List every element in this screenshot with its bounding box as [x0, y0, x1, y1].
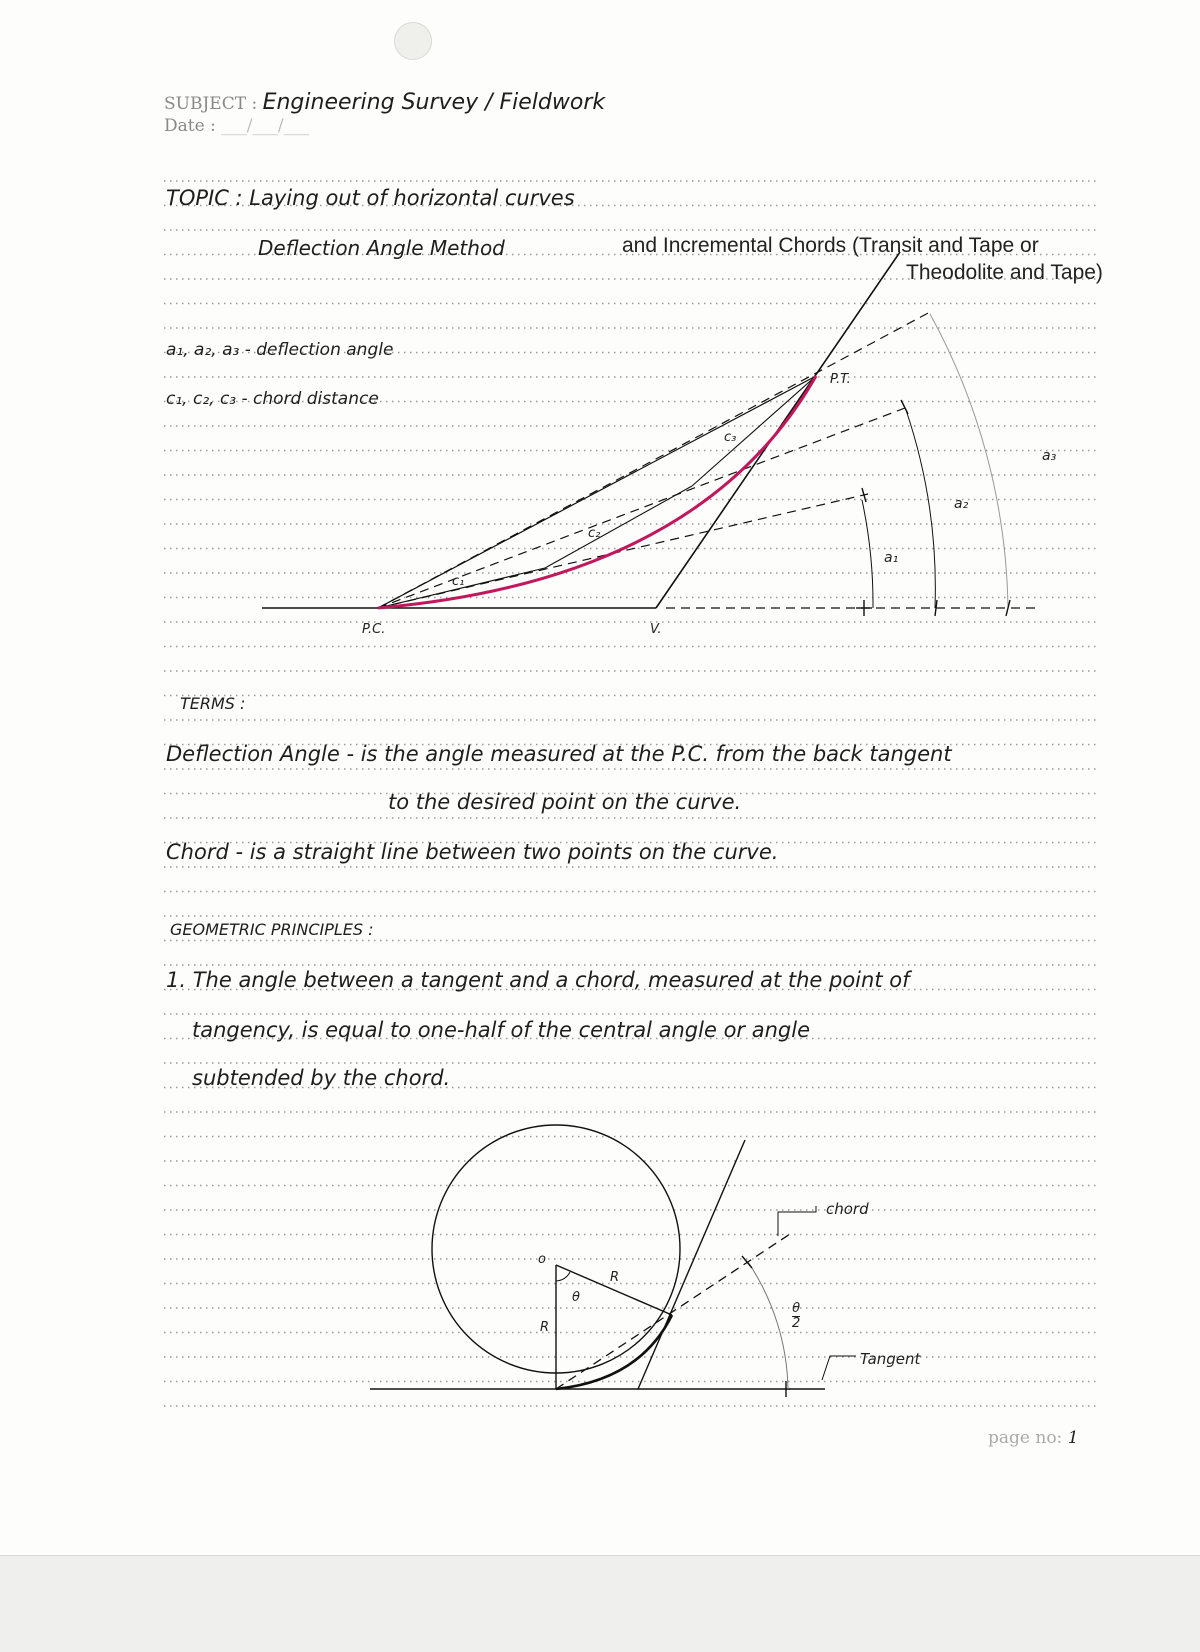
- v-label: V.: [650, 622, 662, 637]
- page-number: [988, 1428, 1079, 1448]
- half-angle-tick-chord: [742, 1256, 752, 1268]
- legend-deflection: a₁, a₂, a₃ - deflection angle: [166, 340, 394, 360]
- page-label: page no:: [988, 1428, 1063, 1448]
- principle-1-line-3: subtended by the chord.: [192, 1066, 451, 1090]
- topic-line: TOPIC : Laying out of horizontal curves: [166, 186, 575, 210]
- principle-1-line-2: tangency, is equal to one-half of the central angle or angle: [192, 1018, 810, 1042]
- topic-method-printed: and Incremental Chords (Transit and Tape or: [622, 234, 1039, 257]
- half-angle-arc: [748, 1262, 788, 1389]
- subject-value: Engineering Survey / Fieldwork: [262, 90, 606, 115]
- date-value: ___/___/___: [221, 116, 310, 136]
- half-theta-num: θ: [792, 1301, 801, 1316]
- principle-1-line-1: 1. The angle between a tangent and a chord, measured at the point of: [166, 968, 910, 992]
- c1-label: c₁: [452, 574, 465, 589]
- half-theta-label: [792, 1302, 800, 1331]
- subject-label: SUBJECT :: [164, 94, 258, 114]
- deflection-definition-cont: to the desired point on the curve.: [388, 790, 742, 814]
- terms-heading: TERMS :: [180, 694, 246, 713]
- chord-pointer: [778, 1206, 816, 1236]
- page-value: 1: [1067, 1428, 1079, 1448]
- radius-label-top: R: [610, 1270, 620, 1285]
- legend-chord: c₁, c₂, c₃ - chord distance: [166, 389, 379, 409]
- secant-line: [638, 1140, 745, 1389]
- c3-label: c₃: [724, 430, 737, 445]
- center-o-label: o: [538, 1252, 546, 1267]
- a2-label: a₂: [954, 496, 969, 512]
- deflection-definition: Deflection Angle - is the angle measured at the P.C. from the back tangent: [166, 742, 952, 766]
- principles-heading: GEOMETRIC PRINCIPLES :: [170, 920, 374, 939]
- c2-label: c₂: [588, 526, 601, 541]
- tangent-pointer: [822, 1356, 856, 1380]
- tangent-callout: Tangent: [860, 1350, 921, 1368]
- a3-label: a₃: [1042, 448, 1057, 464]
- theta-arc: [556, 1272, 570, 1281]
- pt-label: P.T.: [830, 372, 851, 387]
- a1-label: a₁: [884, 550, 899, 566]
- chord-callout: chord: [826, 1200, 869, 1218]
- date-label: Date :: [164, 116, 216, 136]
- chord-extension: [556, 1234, 790, 1389]
- radius-label-side: R: [540, 1320, 550, 1335]
- topic-method-printed-cont: Theodolite and Tape): [906, 261, 1103, 284]
- theta-label: θ: [572, 1290, 580, 1305]
- pc-label: P.C.: [362, 622, 386, 637]
- chord-definition: Chord - is a straight line between two points on the curve.: [166, 840, 779, 864]
- half-theta-den: 2: [792, 1316, 801, 1331]
- scanner-background: [0, 1555, 1200, 1652]
- topic-method-handwritten: Deflection Angle Method: [258, 236, 505, 260]
